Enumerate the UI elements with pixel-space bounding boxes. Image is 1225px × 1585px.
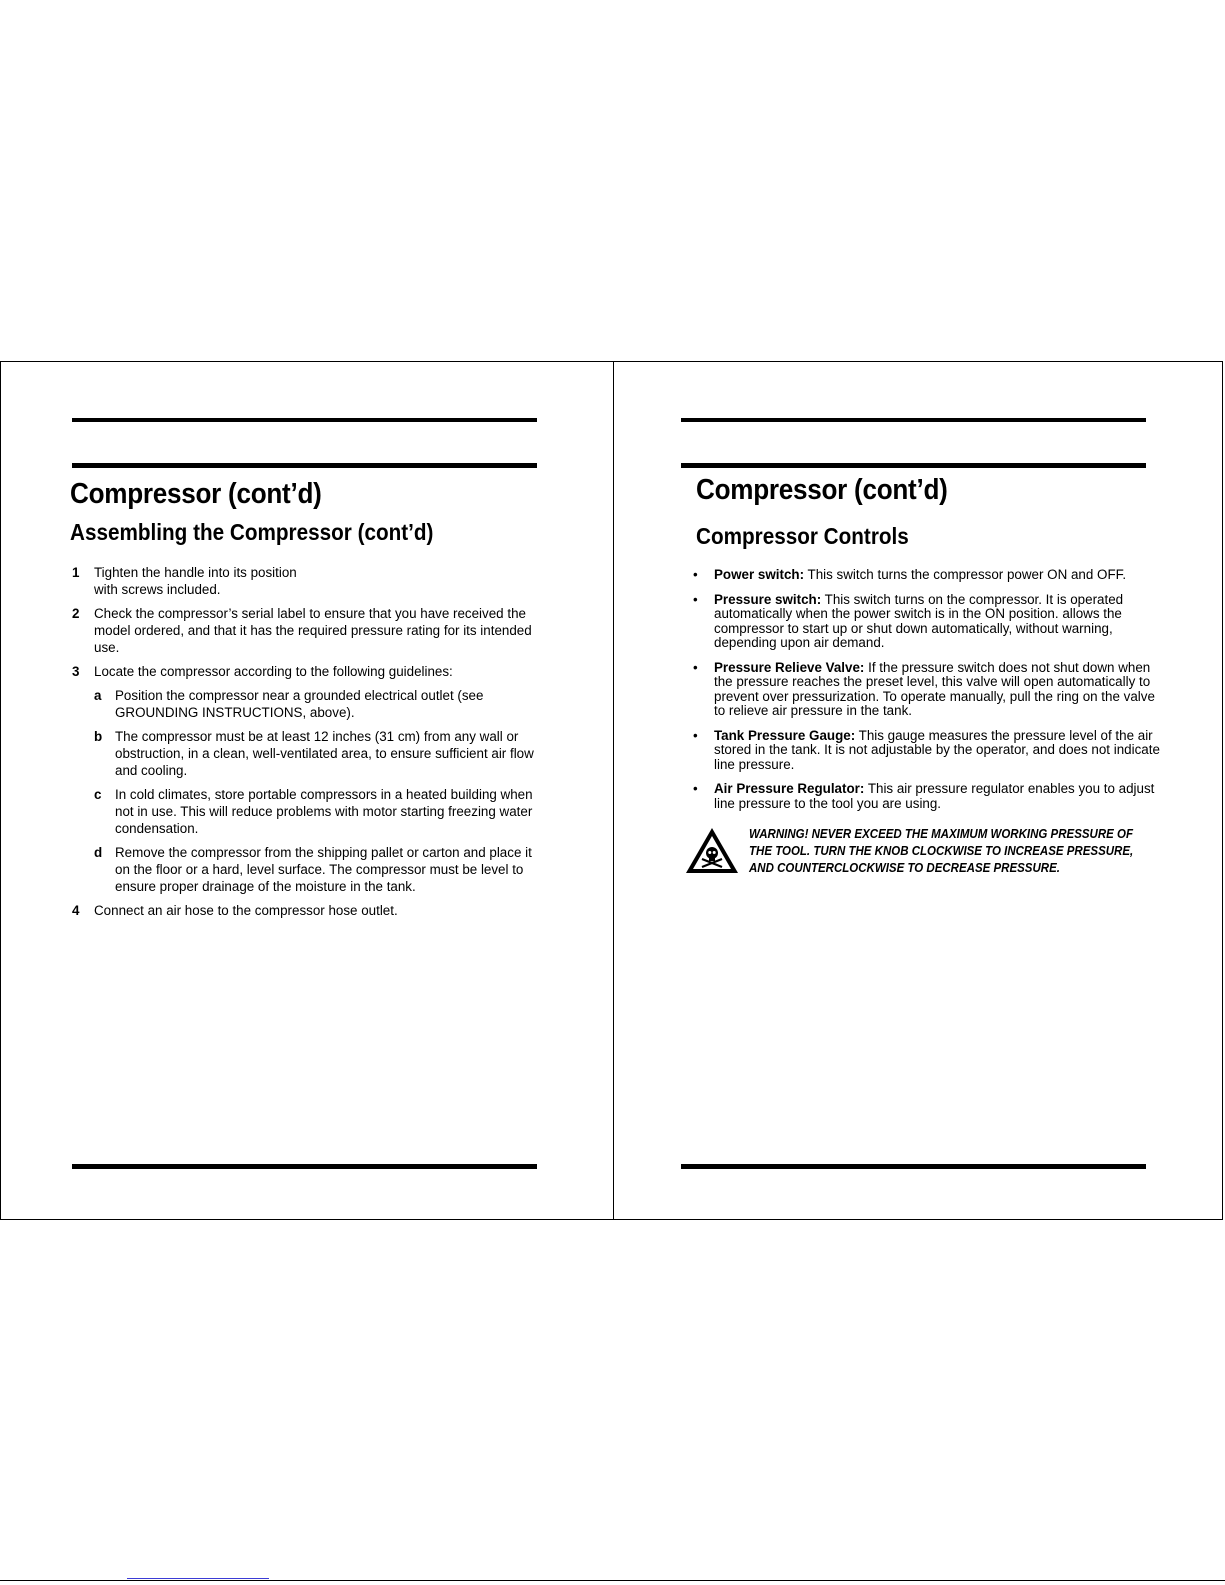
page-divider [613, 362, 614, 1219]
substep-text: The compressor must be at least 12 inches (31 cm) from any wall or obstruction, in a clean, well-ventilated area, to ensure sufficient air flow and cooling. [115, 729, 534, 778]
step-text: Connect an air hose to the compressor hose outlet. [94, 903, 398, 918]
substep-text: In cold climates, store portable compressors in a heated building when not in use. This will reduce problems with motor starting freezing water condensation. [115, 787, 533, 836]
step-1 [72, 564, 542, 598]
control-description: This gauge measures the pressure level of the air stored in the tank. It is not adjustable by the operator, and does not indicate line pressure. [714, 727, 1160, 772]
step-2 [72, 605, 542, 656]
substep-letter: d [94, 845, 103, 860]
substep-b [94, 728, 542, 779]
assembly-steps [72, 564, 542, 926]
step-text: Tighten the handle into its position with screws included. [94, 565, 297, 597]
step-3 [72, 663, 542, 895]
step-text: Check the compressor’s serial label to ensure that you have received the model ordered, and that it has the required pressure rating for its intended use. [94, 606, 532, 655]
right-page-subtitle: Compressor Controls [696, 523, 909, 549]
substep-c [94, 786, 542, 837]
left-page-subtitle: Assembling the Compressor (cont’d) [70, 519, 434, 545]
left-top-rule [72, 418, 537, 422]
bullet-icon: • [693, 659, 698, 675]
step-number: 3 [72, 664, 80, 679]
control-name: Air Pressure Regulator: [714, 781, 865, 796]
left-footer-rule [72, 1164, 537, 1169]
substep-a [94, 687, 542, 721]
right-footer-rule [681, 1164, 1146, 1169]
list-item [693, 782, 1163, 811]
right-header-rule [681, 463, 1146, 468]
substep-letter: a [94, 688, 102, 703]
list-item [693, 729, 1163, 773]
control-name: Power switch: [714, 567, 805, 582]
footer-link-underline[interactable] [127, 1578, 269, 1579]
left-header-rule [72, 463, 537, 468]
substep-text: Remove the compressor from the shipping pallet or carton and place it on the floor or a hard, level surface. The compressor must be level to ensure proper drainage of the moisture in the tank. [115, 845, 532, 894]
warning-text: WARNING! NEVER EXCEED THE MAXIMUM WORKING PRESSURE OF THE TOOL. TURN THE KNOB CLOCKWISE TO INCREASE PRESSURE, AND COUNTERCLOCKWISE TO DECREASE PRESSURE. [749, 827, 1134, 875]
substep-text: Position the compressor near a grounded electrical outlet (see GROUNDING INSTRUCTIONS, above). [115, 688, 484, 720]
substep-letter: b [94, 729, 103, 744]
page-bottom-border [0, 1580, 1225, 1581]
control-description: This switch turns on the compressor. It is operated automatically when the power switch is in the ON position. allows the compressor to start up or shut down automatically, without warning, depending upon air demand. [714, 591, 1124, 650]
list-item [693, 593, 1163, 651]
step-number: 4 [72, 903, 80, 918]
list-item [693, 568, 1163, 583]
bullet-icon: • [693, 781, 698, 796]
controls-list [693, 568, 1163, 821]
control-name: Pressure switch: [714, 591, 822, 607]
left-page-title: Compressor (cont’d) [70, 478, 322, 510]
step-4 [72, 902, 542, 919]
substep-letter: c [94, 787, 102, 802]
step-number: 2 [72, 606, 80, 621]
right-top-rule [681, 418, 1146, 422]
bullet-icon: • [693, 567, 698, 582]
step-number: 1 [72, 565, 80, 580]
right-page-title: Compressor (cont’d) [696, 474, 948, 506]
control-name: Pressure Relieve Valve: [714, 659, 865, 675]
control-description: This air pressure regulator enables you to adjust line pressure to the tool you are using. [714, 781, 1155, 811]
bullet-icon: • [693, 591, 698, 607]
substep-d [94, 844, 542, 895]
list-item [693, 661, 1163, 719]
control-description: This switch turns the compressor power ON and OFF. [807, 567, 1127, 582]
skull-crossbones-warning-icon [684, 826, 740, 876]
step-text: Locate the compressor according to the following guidelines: [94, 664, 453, 679]
control-description: If the pressure switch does not shut down when the pressure reaches the preset level, this valve will open automatically to prevent over pressurization. To operate manually, pull the ring on the valve to relieve air pressure in the tank. [714, 659, 1155, 718]
control-name: Tank Pressure Gauge: [714, 727, 856, 743]
bullet-icon: • [693, 727, 698, 743]
